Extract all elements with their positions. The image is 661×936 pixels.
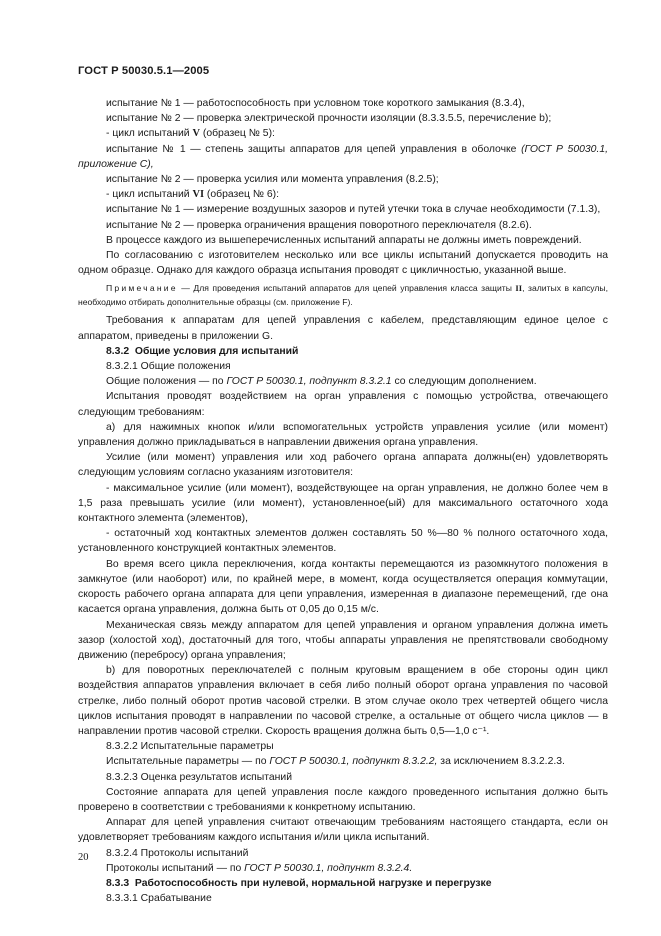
subsection-heading: 8.3.2.4 Протоколы испытаний [106,847,249,859]
section-heading: 8.3.3 Работоспособность при нулевой, нормальной нагрузке и перегрузке [106,877,492,889]
subsection-heading: 8.3.2.2 Испытательные параметры [106,741,274,753]
paragraph: По согласованию с изготовителем несколько или все циклы испытаний допускается проводить на одном образце. Однако для каждого образца испытания проводят с цикличностью, указанной выше. [78,250,608,277]
paragraph: - максимальное усилие (или момент), воздействующее на орган управления, не должно более чем в 1,5 раза превышать усилие (или момент), установленное(ый) для максимального остаточного хода контактного элемента (элементов), [78,482,608,525]
paragraph: Требования к аппаратам для цепей управления с кабелем, представляющим единое целое с аппаратом, приведены в приложении G. [78,315,608,342]
paragraph: Аппарат для цепей управления считают отвечающим требованиям настоящего стандарта, если он удовлетворяет требованиям каждого испытания и/или цикла испытаний. [78,817,608,844]
paragraph: Общие положения — по ГОСТ Р 50030.1, подпункт 8.3.2.1 со следующим дополнением. [106,376,537,388]
subsection-heading: 8.3.2.1 Общие положения [106,361,231,373]
paragraph: Испытания проводят воздействием на орган управления с помощью устройства, отвечающего следующим требованиям: [78,391,608,418]
document-body [78,96,608,906]
paragraph: испытание № 2 — проверка усилия или момента управления (8.2.5); [106,174,439,186]
paragraph: а) для нажимных кнопок и/или вспомогательных устройств управления усилие (или момент) управления должно прикладываться в направлении движения органа управления. [78,421,608,449]
section-heading: 8.3.2 Общие условия для испытаний [106,345,299,357]
paragraph: Испытательные параметры — по ГОСТ Р 50030.1, подпункт 8.3.2.2, за исключением 8.3.2.2.3. [106,756,565,768]
paragraph: - цикл испытаний VI (образец № 6): [106,189,279,201]
paragraph: - остаточный ход контактных элементов должен составлять 50 %—80 % полного остаточного хода, установленного конструкцией контактных элементов. [78,528,608,555]
paragraph: испытание № 2 — проверка ограничения вращения поворотного переключателя (8.2.6). [106,219,532,231]
note: Примечание — Для проведения испытаний аппаратов для цепей управления класса защиты II, залитых в капсулы, необходимо отбирать дополнительные образцы (см. приложение F). [78,283,608,307]
paragraph: Механическая связь между аппаратом для цепей управления и органом управления должна иметь зазор (холостой ход), достаточный для того, чтобы аппараты управления не препятствовали свободному движению (перебросу) органа управления; [78,619,608,661]
subsection-heading: 8.3.3.1 Срабатывание [106,893,212,905]
paragraph: испытание № 1 — работоспособность при условном токе короткого замыкания (8.3.4), [106,98,525,109]
subsection-heading: 8.3.2.3 Оценка результатов испытаний [106,771,293,783]
paragraph: испытание № 1 — степень защиты аппаратов для цепей управления в оболочке (ГОСТ Р 50030.1, приложение С), [78,143,608,170]
note-label: Примечание [106,283,178,294]
paragraph: - цикл испытаний V (образец № 5): [106,128,275,140]
paragraph: Во время всего цикла переключения, когда контакты перемещаются из разомкнутого положения в замкнутое (или наоборот) или, по крайней мере, в момент, когда осуществляется операция коммутации, скорость рабочего органа аппарата для цепи управления, измеренная в диапазоне перемещений, где она касается органа управления, должна быть от 0,05 до 0,15 м/с. [78,558,608,616]
paragraph: b) для поворотных переключателей с полным круговым вращением в обе стороны один цикл воздействия аппаратов управления включает в себя либо полный оборот органа управления по часовой стрелке, либо полный оборот против часовой стрелки. В этом случае около трех четвертей общего числа циклов испытания проводят в направлении по часовой стрелке, а остальные от общего числа циклов — в направлении против часовой стрелки. Скорость вращения должна быть 0,5—1,0 с⁻¹. [78,665,608,737]
paragraph: Усилие (или момент) управления или ход рабочего органа аппарата должны(ен) удовлетворять следующим условиям согласно указаниям изготовителя: [78,452,608,479]
paragraph: Протоколы испытаний — по ГОСТ Р 50030.1, подпункт 8.3.2.4. [106,862,413,874]
paragraph: испытание № 1 — измерение воздушных зазоров и путей утечки тока в случае необходимости (7.1.3), [106,204,601,216]
page-number: 20 [78,852,89,863]
paragraph: В процессе каждого из вышеперечисленных испытаний аппараты не должны иметь повреждений. [106,234,582,246]
paragraph: Состояние аппарата для цепей управления после каждого проведенного испытания должно быть проверено в соответствии с требованиями к конкретному испытанию. [78,786,608,813]
paragraph: испытание № 2 — проверка электрической прочности изоляции (8.3.3.5.5, перечисление b); [106,113,552,125]
document-header: ГОСТ Р 50030.5.1—2005 [78,65,210,77]
